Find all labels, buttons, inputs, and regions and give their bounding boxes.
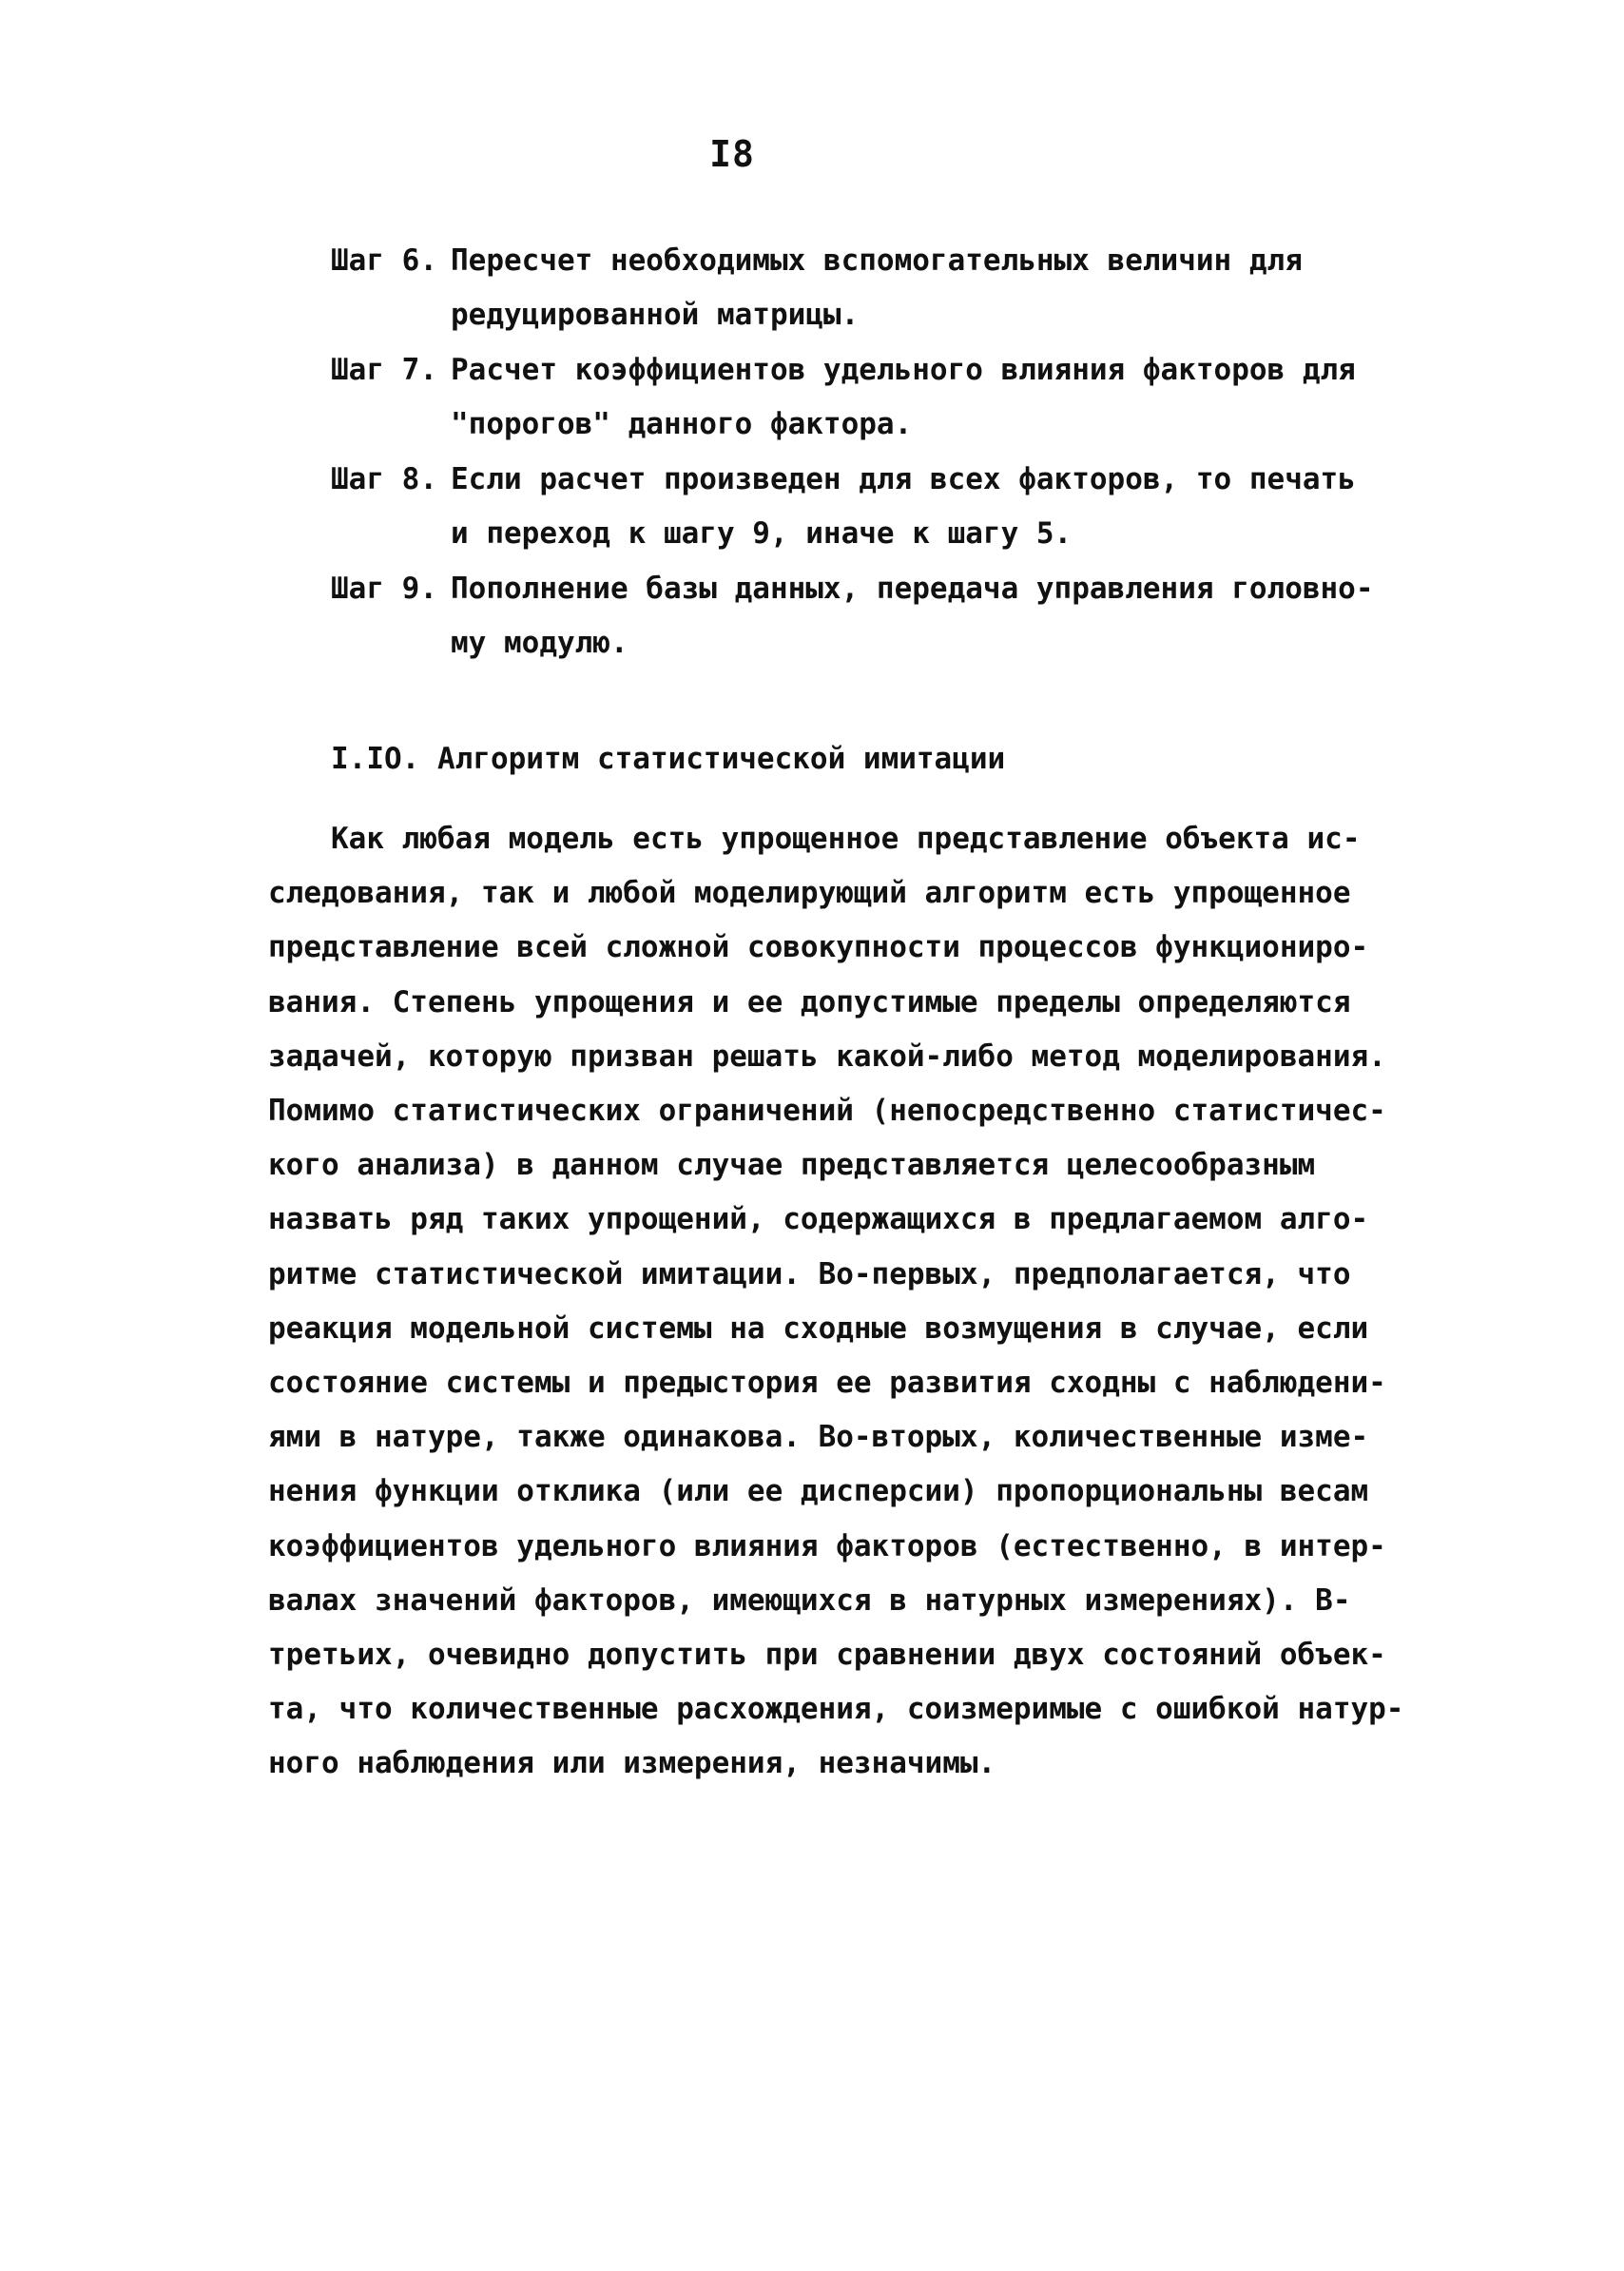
page-number: I8: [709, 133, 755, 175]
step-item: [331, 234, 1329, 342]
body-paragraph: [268, 812, 1404, 1792]
paragraph-line: ритме статистической имитации. Во-первых, предполагается, что: [268, 1256, 1351, 1291]
paragraph-line: коэффициентов удельного влияния факторов (естественно, в интер-: [268, 1528, 1386, 1563]
step-text-line: "порогов" данного фактора.: [451, 407, 913, 441]
step-label: Шаг 7.: [331, 353, 437, 387]
step-text: [451, 234, 1329, 342]
step-text-line: му модулю.: [451, 626, 628, 660]
step-label: Шаг 6.: [331, 243, 437, 278]
step-item: [331, 453, 1356, 561]
step-text-line: Пересчет необходимых вспомогательных величин для: [451, 243, 1303, 278]
paragraph-line: кого анализа) в данном случае представляется целесообразным: [268, 1148, 1316, 1183]
step-text: [451, 453, 1356, 561]
step-text-line: Пополнение базы данных, передача управления головно-: [451, 572, 1374, 606]
paragraph-line: назвать ряд таких упрощений, содержащихся в предлагаемом алго-: [268, 1202, 1369, 1237]
paragraph-line: представление всей сложной совокупности процессов функциониро-: [268, 930, 1369, 965]
paragraph-line: вания. Степень упрощения и ее допустимые пределы определяются: [268, 984, 1351, 1019]
step-text-line: редуцированной матрицы.: [451, 298, 860, 332]
paragraph-line: следования, так и любой моделирующий алгоритм есть упрощенное: [268, 876, 1351, 911]
paragraph-line: Как любая модель есть упрощенное представление объекта ис-: [331, 822, 1361, 856]
paragraph-line: состояние системы и предыстория ее развития сходны с наблюдени-: [268, 1366, 1386, 1401]
step-label: Шаг 9.: [331, 572, 437, 606]
step-text: [451, 562, 1374, 670]
step-item: [331, 343, 1356, 452]
paragraph-line: задачей, которую призван решать какой-либо метод моделирования.: [268, 1038, 1386, 1074]
paragraph-line: Помимо статистических ограничений (непосредственно статистичес-: [268, 1094, 1386, 1129]
step-text: [451, 343, 1356, 452]
paragraph-line: ями в натуре, также одинакова. Во-вторых, количественные изме-: [268, 1420, 1369, 1455]
section-heading: I.IO. Алгоритм статистической имитации: [331, 742, 1006, 776]
step-text-line: Расчет коэффициентов удельного влияния факторов для: [451, 353, 1356, 387]
paragraph-line: ного наблюдения или измерения, незначимы.: [268, 1746, 996, 1781]
step-label: Шаг 8.: [331, 462, 437, 496]
paragraph-line: та, что количественные расхождения, соизмеримые с ошибкой натур-: [268, 1692, 1404, 1727]
paragraph-line: валах значений факторов, имеющихся в натурных измерениях). В-: [268, 1582, 1351, 1618]
paragraph-line: нения функции отклика (или ее дисперсии) пропорциональны весам: [268, 1474, 1369, 1509]
paragraph-line: реакция модельной системы на сходные возмущения в случае, если: [268, 1310, 1369, 1346]
paragraph-line: третьих, очевидно допустить при сравнении двух состояний объек-: [268, 1638, 1386, 1673]
step-text-line: и переход к шагу 9, иначе к шагу 5.: [451, 516, 1073, 551]
step-text-line: Если расчет произведен для всех факторов, то печать: [451, 462, 1356, 496]
algorithm-steps-list: [331, 234, 1374, 671]
step-item: [331, 562, 1374, 670]
